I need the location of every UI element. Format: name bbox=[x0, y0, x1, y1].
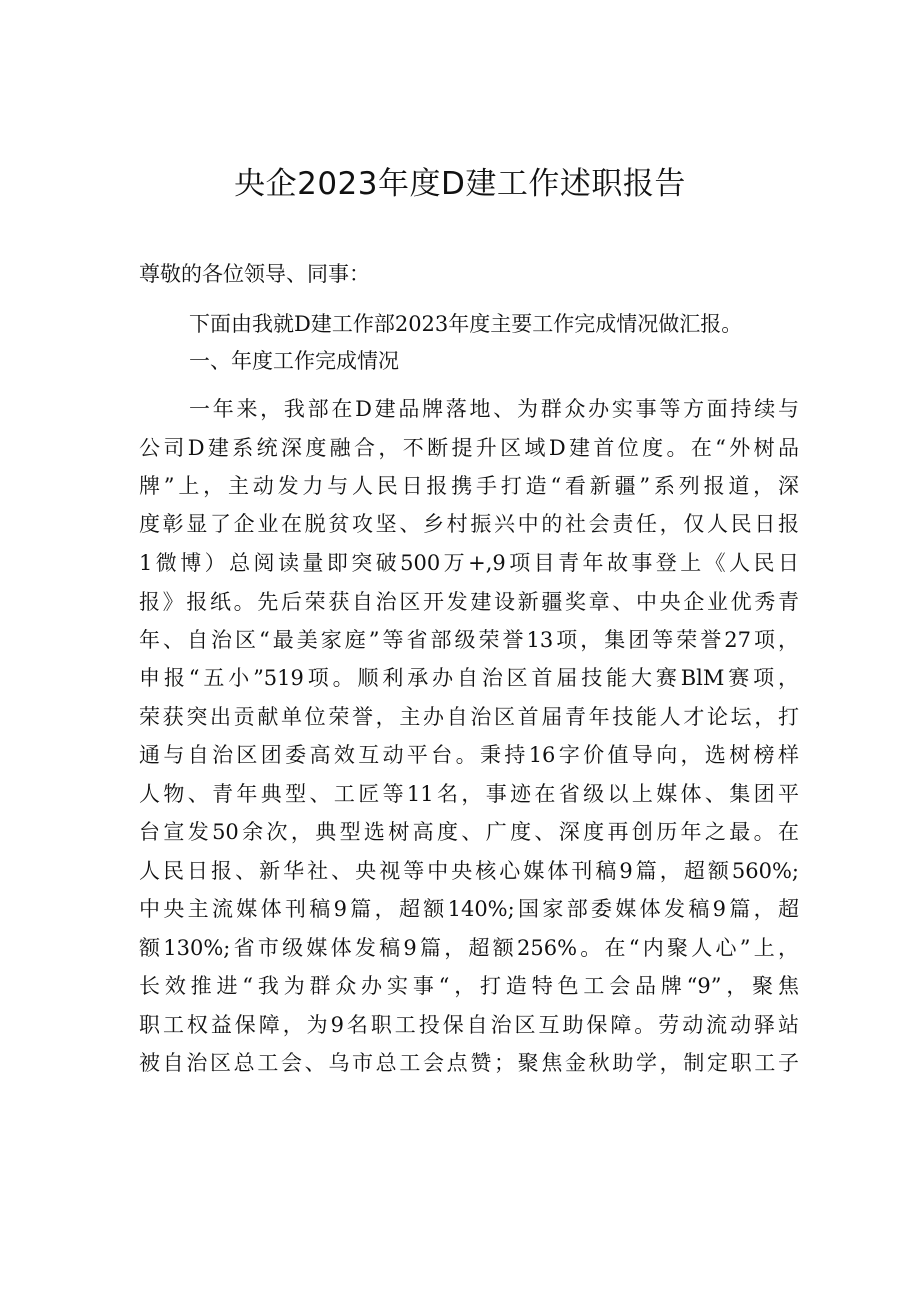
body-line: 1微博）总阅读量即突破500万+,9项目青年故事登上《人民日 bbox=[139, 551, 799, 575]
body-line: 被自治区总工会、乌市总工会点赞；聚焦金秋助学，制定职工子 bbox=[139, 1051, 799, 1075]
body-line: 通与自治区团委高效互动平台。秉持16字价值导向，选树榜样 bbox=[139, 743, 799, 767]
body-line: 额130%;省市级媒体发稿9篇，超额256%。在“内聚人心”上， bbox=[139, 936, 799, 960]
body-line: 年、自治区“最美家庭”等省部级荣誉13项，集团等荣誉27项， bbox=[139, 628, 799, 652]
body-line: 人物、青年典型、工匠等11名，事迹在省级以上媒体、集团平 bbox=[139, 782, 799, 806]
body-line: 荣获突出贡献单位荣誉，主办自治区首届青年技能人才论坛，打 bbox=[139, 705, 799, 729]
body-line: 长效推进“我为群众办实事“，打造特色工会品牌“9”，聚焦 bbox=[139, 974, 799, 998]
section-heading: 一、年度工作完成情况 bbox=[189, 349, 399, 373]
greeting-line: 尊敬的各位领导、同事： bbox=[139, 262, 370, 286]
body-line: 台宣发50余次，典型选树高度、广度、深度再创历年之最。在 bbox=[139, 820, 799, 844]
document-title: 央企2023年度D建工作述职报告 bbox=[234, 166, 686, 202]
body-line: 申报“五小”519项。顺利承办自治区首届技能大赛BlM赛项， bbox=[139, 666, 799, 690]
body-line: 牌”上，主动发力与人民日报携手打造“看新疆”系列报道，深 bbox=[139, 474, 799, 498]
body-line: 职工权益保障，为9名职工投保自治区互助保障。劳动流动驿站 bbox=[139, 1013, 799, 1037]
body-line: 中央主流媒体刊稿9篇，超额140%;国家部委媒体发稿9篇，超 bbox=[139, 897, 799, 921]
body-line: 报》报纸。先后荣获自治区开发建设新疆奖章、中央企业优秀青 bbox=[139, 590, 799, 614]
body-line: 一年来，我部在D建品牌落地、为群众办实事等方面持续与 bbox=[189, 397, 799, 421]
intro-paragraph: 下面由我就D建工作部2023年度主要工作完成情况做汇报。 bbox=[189, 312, 743, 336]
body-line: 公司D建系统深度融合，不断提升区域D建首位度。在“外树品 bbox=[139, 436, 799, 460]
body-line: 人民日报、新华社、央视等中央核心媒体刊稿9篇，超额560%; bbox=[139, 859, 799, 883]
body-line: 度彰显了企业在脱贫攻坚、乡村振兴中的社会责任，仅人民日报 bbox=[139, 512, 799, 536]
